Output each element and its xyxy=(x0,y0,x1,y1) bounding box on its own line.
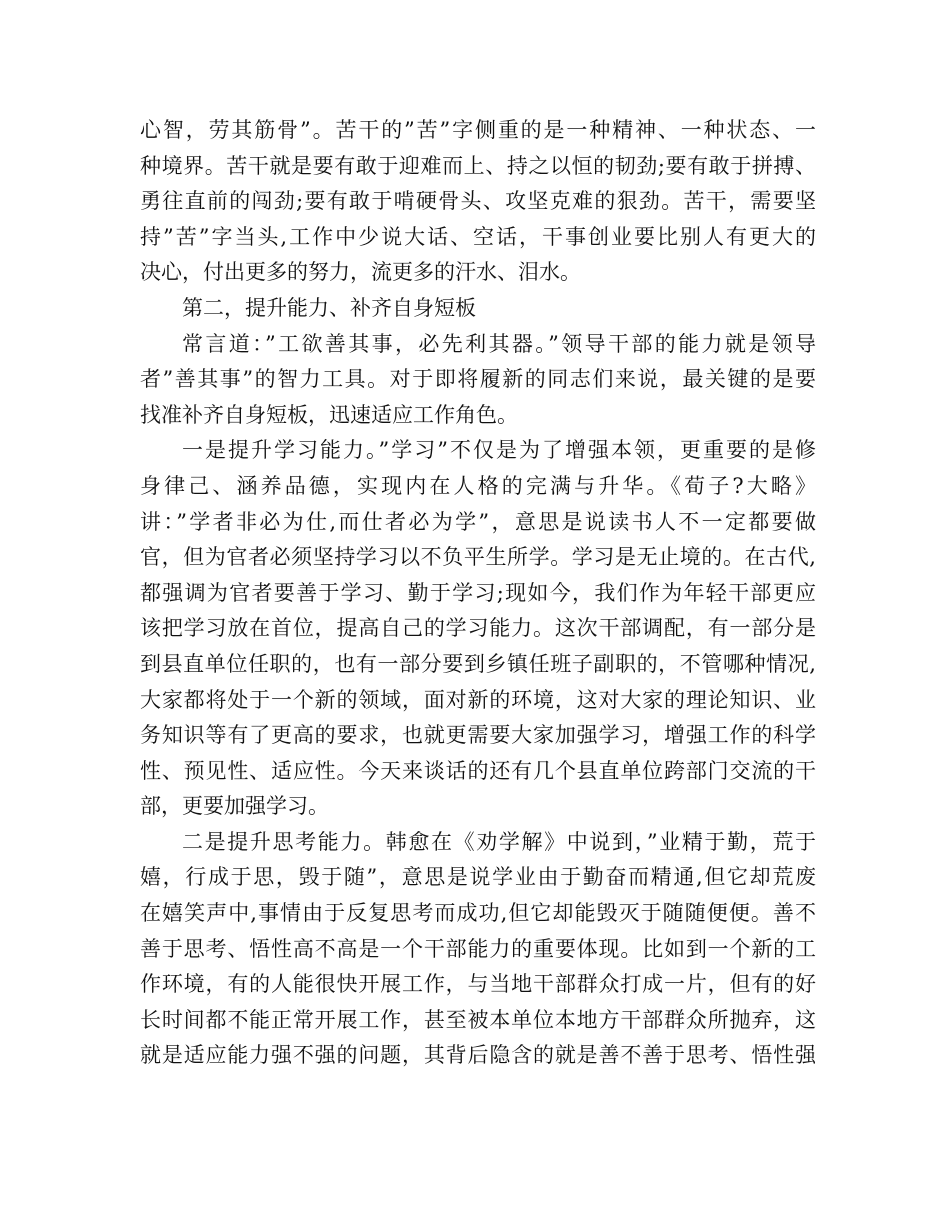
text-line: 务知识等有了更高的要求，也就更需要大家加强学习，增强工作的科学 xyxy=(140,723,816,748)
document-body xyxy=(140,113,816,1074)
text-line: 在嬉笑声中,事情由于反复思考而成功,但它却能毁灭于随随便便。善不 xyxy=(140,901,816,926)
text-line: 心智，劳其筋骨”。苦干的”苦”字侧重的是一种精神、一种状态、一 xyxy=(140,118,816,142)
text-line: 善于思考、悟性高不高是一个干部能力的重要体现。比如到一个新的工 xyxy=(140,936,816,961)
text-line: 该把学习放在首位，提高自己的学习能力。这次干部调配，有一部分是 xyxy=(140,616,816,641)
text-line: 身律己、涵养品德，实现内在人格的完满与升华。《荀子?大略》 xyxy=(140,473,816,498)
text-line: 者”善其事”的智力工具。对于即将履新的同志们来说，最关键的是要 xyxy=(140,367,816,392)
text-line: 二是提升思考能力。韩愈在《劝学解》中说到，”业精于勤，荒于 xyxy=(182,829,816,854)
text-line: 性、预见性、适应性。今天来谈话的还有几个县直单位跨部门交流的干 xyxy=(140,758,816,783)
text-line: 勇往直前的闯劲;要有敢于啃硬骨头、攻坚克难的狠劲。苦干，需要坚 xyxy=(140,189,816,214)
text-line: 持”苦”字当头,工作中少说大话、空话，干事创业要比别人有更大的 xyxy=(140,224,816,249)
text-line: 嬉，行成于思，毁于随”，意思是说学业由于勤奋而精通,但它却荒废 xyxy=(140,865,816,890)
section-heading: 第二，提升能力、补齐自身短板 xyxy=(182,295,476,320)
text-line: 就是适应能力强不强的问题，其背后隐含的就是善不善于思考、悟性强 xyxy=(140,1043,816,1068)
text-line: 决心，付出更多的努力，流更多的汗水、泪水。 xyxy=(140,260,581,285)
text-line: 长时间都不能正常开展工作，甚至被本单位本地方干部群众所抛弃，这 xyxy=(140,1007,816,1032)
text-line: 都强调为官者要善于学习、勤于学习;现如今，我们作为年轻干部更应 xyxy=(140,580,816,605)
text-line: 作环境，有的人能很快开展工作，与当地干部群众打成一片，但有的好 xyxy=(140,972,816,997)
text-line: 讲：”学者非必为仕,而仕者必为学”，意思是说读书人不一定都要做 xyxy=(140,509,816,534)
text-line: 找准补齐自身短板，迅速适应工作角色。 xyxy=(140,402,518,427)
text-line: 常言道：”工欲善其事，必先利其器。”领导干部的能力就是领导 xyxy=(182,331,816,356)
text-line: 大家都将处于一个新的领域，面对新的环境，这对大家的理论知识、业 xyxy=(140,687,816,712)
text-line: 官，但为官者必须坚持学习以不负平生所学。学习是无止境的。在古代, xyxy=(140,545,816,570)
text-line: 一是提升学习能力。”学习”不仅是为了增强本领，更重要的是修 xyxy=(182,438,816,463)
text-line: 种境界。苦干就是要有敢于迎难而上、持之以恒的韧劲;要有敢于拼搏、 xyxy=(140,153,816,178)
text-line: 部，更要加强学习。 xyxy=(140,794,329,819)
text-line: 到县直单位任职的，也有一部分要到乡镇任班子副职的，不管哪种情况, xyxy=(140,651,816,676)
